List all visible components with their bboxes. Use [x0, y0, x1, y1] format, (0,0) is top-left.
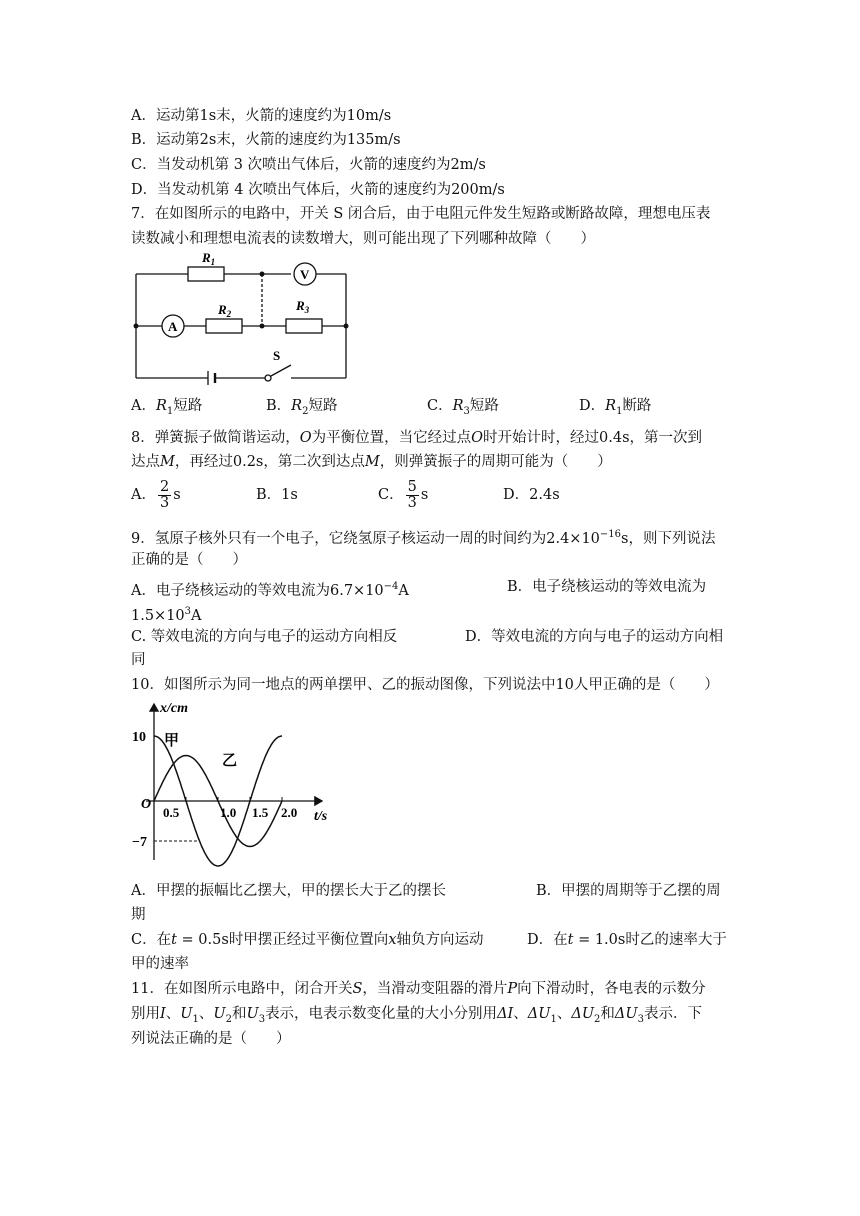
- q11-stem-line3: 列说法正确的是（ ）: [131, 1031, 291, 1047]
- x-tick-1.5: 1.5: [252, 805, 269, 820]
- y-tick-neg7: −7: [132, 835, 147, 850]
- q7-option-b: B．$R_2$短路: [266, 398, 338, 417]
- q9-option-a: A．电子绕核运动的等效电流为$6.7\times 10^{-4}A$: [131, 581, 409, 599]
- q7-option-a: A．$R_1$短路: [131, 398, 203, 417]
- q8-option-b: B．1s: [256, 487, 298, 503]
- q8-option-c: C． $\frac{5}{3}$ s: [378, 478, 429, 511]
- q10-option-c: C．在t = 0.5s时甲摆正经过平衡位置向x轴负方向运动: [131, 932, 484, 948]
- q7-stem-line1: 7．在如图所示的电路中，开关 S 闭合后，由于电阻元件发生短路或断路故障，理想电压表: [131, 206, 711, 222]
- q10-option-b-cont: 期: [131, 907, 146, 923]
- q8-option-a: A． $\frac{2}{3}$ s: [131, 478, 181, 511]
- q10-option-d-cont: 甲的速率: [131, 956, 189, 972]
- svg-text:R1: $R_1$: [202, 252, 216, 267]
- q6-option-b: B．运动第2s末，火箭的速度约为135m/s: [131, 132, 401, 148]
- q10-stem: 10．如图所示为同一地点的两单摆甲、乙的振动图像，下列说法中10人甲正确的是（ ）: [131, 677, 719, 693]
- x-tick-1.0: 1.0: [220, 805, 237, 820]
- q7-stem-line2: 读数减小和理想电流表的读数增大，则可能出现了下列哪种故障（ ）: [131, 231, 595, 247]
- r1-resistor: [188, 267, 224, 281]
- svg-text:R2: $R_2$: [218, 302, 232, 319]
- q10-option-d: D．在t = 1.0s时乙的速率大于: [527, 932, 727, 948]
- x-tick-0.5: 0.5: [163, 805, 180, 820]
- q9-option-c: C. 等效电流的方向与电子的运动方向相反: [131, 629, 398, 645]
- q6-option-d: D．当发动机第 4 次喷出气体后，火箭的速度约为200m/s: [131, 182, 505, 198]
- q9-stem-line2: 正确的是（ ）: [131, 552, 247, 568]
- q9-stem-line1: 9．氢原子核外只有一个电子，它绕氢原子核运动一周的时间约为$2.4\times 10^{-16}s$，则下列说法: [131, 529, 716, 547]
- series-label-yi: 乙: [222, 753, 238, 769]
- q8-stem-line2: 达点M，再经过0.2s，第二次到达点M，则弹簧振子的周期可能为（ ）: [131, 454, 612, 470]
- q6-option-a: A．运动第1s末，火箭的速度约为10m/s: [131, 108, 392, 124]
- series-label-jia: 甲: [164, 733, 180, 749]
- q11-stem-line2: 别用I、$U_1$、$U_2$和$U_3$表示，电表示数变化量的大小分别用ΔI、$\Delta U_1$、$\Delta U_2$和$\Delta U_3$表示．下: [131, 1006, 702, 1025]
- q11-stem-line1: 11．在如图所示电路中，闭合开关S，当滑动变阻器的滑片P向下滑动时，各电表的示数分: [131, 981, 706, 997]
- q8-stem-line1: 8．弹簧振子做简谐运动，O为平衡位置，当它经过点O时开始计时，经过0.4s，第一次到: [131, 430, 703, 446]
- svg-text:R3: $R_3$: [296, 298, 310, 315]
- r1-label: R: [202, 252, 211, 265]
- q9-option-b-value: $1.5\times 10^3A$: [131, 606, 202, 624]
- ammeter-label: A: [168, 319, 178, 334]
- y-axis-label: x/cm: [160, 701, 188, 716]
- x-tick-2.0: 2.0: [281, 805, 298, 820]
- q8-option-d: D．2.4s: [503, 487, 560, 503]
- q6-option-c: C．当发动机第 3 次喷出气体后，火箭的速度约为2m/s: [131, 157, 486, 173]
- r3-resistor: [286, 319, 322, 333]
- r2-resistor: [206, 319, 242, 333]
- q10-vibration-graph: [128, 698, 338, 868]
- y-tick-10: 10: [132, 730, 146, 745]
- switch-label: S: [273, 348, 281, 363]
- q10-option-a: A．甲摆的振幅比乙摆大，甲的摆长大于乙的摆长: [131, 883, 446, 899]
- voltmeter-label: V: [300, 267, 310, 282]
- q7-option-c: C．$R_3$短路: [427, 398, 499, 417]
- x-axis-label: t/s: [314, 809, 328, 824]
- q7-circuit-diagram: [128, 252, 354, 386]
- q9-option-d: D．等效电流的方向与电子的运动方向相: [465, 629, 724, 645]
- q10-option-b: B．甲摆的周期等于乙摆的周: [536, 883, 721, 899]
- origin-label: O: [141, 797, 152, 812]
- q9-option-b: B．电子绕核运动的等效电流为: [507, 579, 707, 595]
- r2-label: R: [218, 302, 227, 317]
- q7-option-d: D．$R_1$断路: [579, 398, 652, 417]
- r3-label: R: [296, 298, 305, 313]
- q9-option-d-cont: 同: [131, 652, 146, 668]
